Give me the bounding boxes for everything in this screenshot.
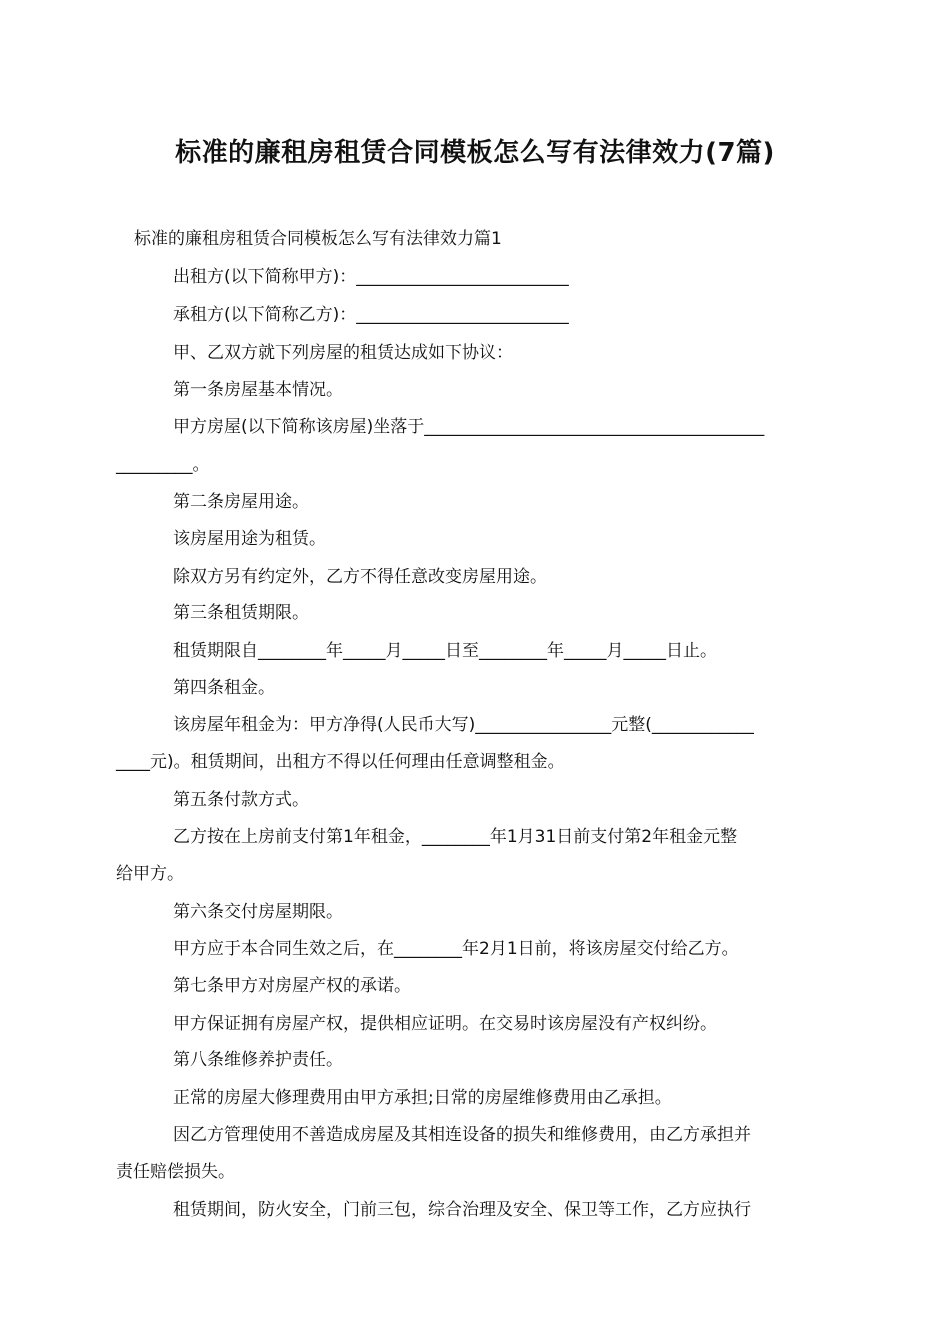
paragraph-line: 该房屋年租金为：甲方净得(人民币大写)________________元整(____________ — [173, 715, 754, 735]
paragraph-line: 租赁期间，防火安全，门前三包，综合治理及安全、保卫等工作，乙方应执行 — [173, 1200, 751, 1220]
paragraph-line: 乙方按在上房前支付第1年租金，________年1月31日前支付第2年租金元整 — [173, 827, 738, 847]
paragraph-line: 租赁期限自________年_____月_____日至________年_____月_____日止。 — [173, 641, 717, 661]
clause-heading: 第七条甲方对房屋产权的承诺。 — [173, 976, 411, 996]
clause-heading: 第三条租赁期限。 — [173, 603, 309, 623]
paragraph-line: 甲方房屋(以下简称该房屋)坐落于________________________________________ — [173, 417, 765, 437]
section-heading: 标准的廉租房租赁合同模板怎么写有法律效力篇1 — [134, 229, 502, 249]
clause-heading: 第五条付款方式。 — [173, 790, 309, 810]
clause-heading: 第一条房屋基本情况。 — [173, 380, 343, 400]
paragraph-line: 该房屋用途为租赁。 — [173, 529, 326, 549]
clause-heading: 第八条维修养护责任。 — [173, 1050, 343, 1070]
paragraph-line: 甲方应于本合同生效之后，在________年2月1日前，将该房屋交付给乙方。 — [173, 939, 739, 959]
clause-heading: 第六条交付房屋期限。 — [173, 902, 343, 922]
paragraph-line: 给甲方。 — [116, 864, 184, 884]
lessee-field-line: 承租方(以下简称乙方)：_________________________ — [173, 305, 569, 325]
clause-heading: 第二条房屋用途。 — [173, 492, 309, 512]
paragraph-line: 责任赔偿损失。 — [116, 1162, 235, 1182]
paragraph-line: 正常的房屋大修理费用由甲方承担;日常的房屋维修费用由乙承担。 — [173, 1088, 672, 1108]
paragraph-line: 甲方保证拥有房屋产权，提供相应证明。在交易时该房屋没有产权纠纷。 — [173, 1014, 717, 1034]
paragraph-line: 甲、乙双方就下列房屋的租赁达成如下协议： — [173, 343, 513, 363]
paragraph-line: _________。 — [116, 455, 210, 475]
document-title: 标准的廉租房租赁合同模板怎么写有法律效力(7篇) — [175, 138, 775, 168]
paragraph-line: 除双方另有约定外，乙方不得任意改变房屋用途。 — [173, 567, 547, 587]
paragraph-line: ____元)。租赁期间，出租方不得以任何理由任意调整租金。 — [116, 752, 565, 772]
paragraph-line: 因乙方管理使用不善造成房屋及其相连设备的损失和维修费用，由乙方承担并 — [173, 1125, 751, 1145]
lessor-field-line: 出租方(以下简称甲方)：_________________________ — [173, 267, 569, 287]
clause-heading: 第四条租金。 — [173, 678, 275, 698]
